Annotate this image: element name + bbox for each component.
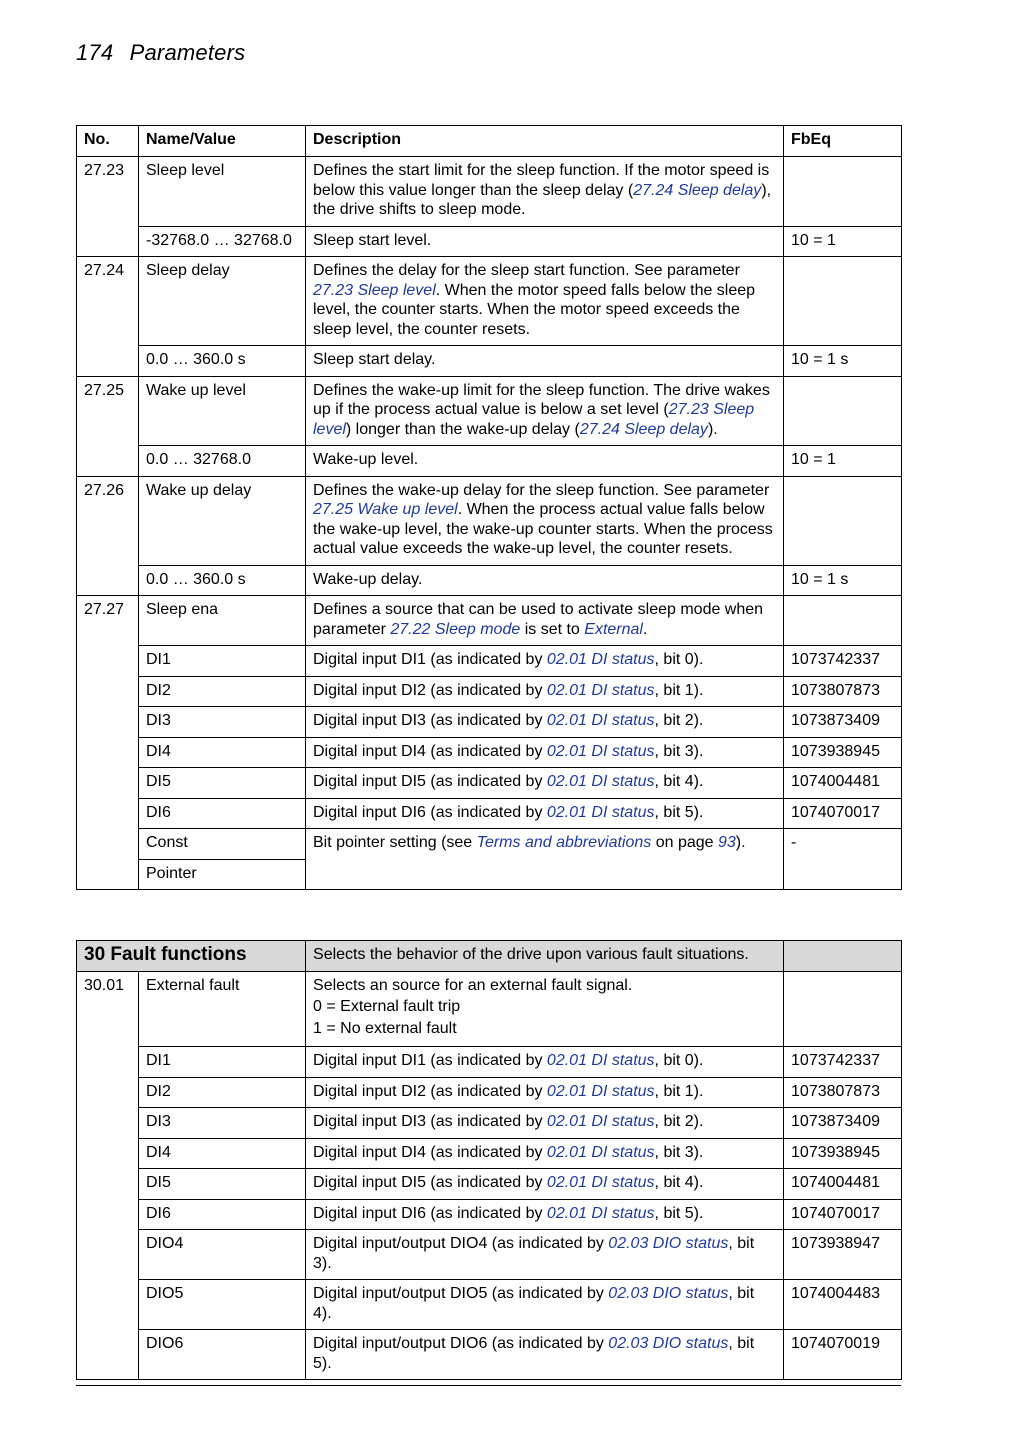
- param-no-empty: [77, 646, 139, 677]
- desc-text: Digital input/output DIO4 (as indicated by: [313, 1235, 609, 1252]
- value-description: [306, 1077, 784, 1108]
- value-fbeq: 10 = 1 s: [784, 346, 902, 377]
- header-name: Name/Value: [139, 126, 306, 157]
- desc-text: , bit 2).: [654, 1113, 704, 1130]
- param-link[interactable]: 02.01 DI status: [546, 742, 655, 760]
- param-no-empty: [77, 829, 139, 860]
- section-title: Parameters: [129, 40, 246, 65]
- header-description: Description: [306, 126, 784, 157]
- group-header-row: [77, 941, 902, 972]
- value-row: [77, 707, 902, 738]
- param-link[interactable]: 02.01 DI status: [546, 1204, 655, 1222]
- value-row: [77, 1108, 902, 1139]
- value-description: [306, 1230, 784, 1280]
- page-number: 174: [76, 40, 114, 65]
- desc-text: Digital input DI4 (as indicated by: [313, 1143, 547, 1161]
- value-row: [77, 1330, 902, 1380]
- value-name: 0.0 … 360.0 s: [139, 565, 306, 596]
- param-no-empty: [77, 1169, 139, 1200]
- value-name: DI5: [139, 768, 306, 799]
- value-fbeq: 10 = 1 s: [784, 565, 902, 596]
- value-row: [77, 646, 902, 677]
- desc-text: Digital input DI2 (as indicated by: [313, 1082, 547, 1100]
- desc-text: ).: [735, 834, 746, 851]
- param-link[interactable]: 02.01 DI status: [546, 1082, 655, 1100]
- desc-line: Selects an source for an external fault signal.: [313, 976, 633, 994]
- parameter-table-30: [76, 940, 902, 1380]
- value-description: [306, 1199, 784, 1230]
- param-no: 27.26: [77, 476, 139, 565]
- desc-text: Digital input DI1 (as indicated by: [313, 651, 547, 668]
- value-name: DI6: [139, 1199, 306, 1230]
- parameter-table-27: [76, 125, 902, 890]
- desc-text: Digital input/output DIO5 (as indicated by: [313, 1285, 609, 1302]
- param-link[interactable]: 02.01 DI status: [546, 712, 655, 729]
- param-link[interactable]: 02.01 DI status: [546, 1174, 655, 1191]
- value-fbeq: 1073938945: [784, 737, 902, 768]
- param-no-empty: [77, 1330, 139, 1380]
- value-name: DI3: [139, 707, 306, 738]
- value-description: [306, 1138, 784, 1169]
- desc-text: . When the process actual value falls below the wake-up level, the wake-up counter starts. When the process actual value exceeds the wake-up level, the counter resets.: [313, 501, 773, 557]
- group-fbeq: [784, 941, 902, 972]
- param-no-empty: [77, 798, 139, 829]
- value-name: DI5: [139, 1169, 306, 1200]
- desc-text: Digital input DI6 (as indicated by: [313, 803, 547, 821]
- value-row: [77, 1280, 902, 1330]
- param-no-empty: [77, 1108, 139, 1139]
- value-description: [306, 798, 784, 829]
- desc-text: , bit 0).: [654, 651, 704, 668]
- value-name: DI2: [139, 676, 306, 707]
- param-no-empty: [77, 859, 139, 890]
- param-no-empty: [77, 1138, 139, 1169]
- value-name: 0.0 … 32768.0: [139, 446, 306, 477]
- param-no: 27.23: [77, 157, 139, 227]
- value-name: Pointer: [139, 859, 306, 890]
- value-fbeq: 10 = 1: [784, 226, 902, 257]
- desc-text: , bit 1).: [654, 1082, 704, 1100]
- value-row: [77, 1169, 902, 1200]
- value-fbeq: 1073742337: [784, 646, 902, 677]
- param-row-2727: [77, 596, 902, 646]
- desc-text: , bit 0).: [654, 1052, 704, 1069]
- param-link[interactable]: 27.23 Sleep level: [313, 401, 755, 438]
- param-description: [306, 971, 784, 1047]
- param-description: [306, 157, 784, 227]
- desc-text: , bit 3).: [654, 1143, 704, 1161]
- table-header-row: [77, 126, 902, 157]
- value-fbeq: 1073873409: [784, 1108, 902, 1139]
- param-no-empty: [77, 707, 139, 738]
- param-description: [306, 596, 784, 646]
- desc-text: , bit 4).: [654, 1174, 704, 1191]
- desc-text: Digital input DI3 (as indicated by: [313, 1113, 547, 1130]
- value-row: [77, 1047, 902, 1078]
- param-link[interactable]: External: [584, 620, 643, 638]
- value-fbeq: 1073938947: [784, 1230, 902, 1280]
- param-description: [306, 476, 784, 565]
- desc-text: Digital input DI1 (as indicated by: [313, 1052, 547, 1069]
- param-no: 27.25: [77, 376, 139, 446]
- value-row: [77, 676, 902, 707]
- param-link[interactable]: 02.01 DI status: [546, 1143, 655, 1161]
- param-description: [306, 257, 784, 346]
- param-link[interactable]: Terms and abbreviations: [476, 834, 652, 851]
- param-link[interactable]: 27.25 Wake up level: [313, 501, 458, 518]
- param-link[interactable]: 02.01 DI status: [546, 1052, 655, 1069]
- value-fbeq: 1074070017: [784, 798, 902, 829]
- param-row-3001: [77, 971, 902, 1047]
- value-name: DIO4: [139, 1230, 306, 1280]
- value-row: [77, 1199, 902, 1230]
- value-row: [77, 1138, 902, 1169]
- value-description: Sleep start delay.: [306, 346, 784, 377]
- desc-text: ) longer than the wake-up delay (: [345, 420, 580, 438]
- param-link[interactable]: 02.01 DI status: [546, 1113, 655, 1130]
- param-description: [306, 376, 784, 446]
- group-description: Selects the behavior of the drive upon various fault situations.: [306, 941, 784, 972]
- desc-text: , bit 4).: [654, 773, 704, 790]
- desc-text: Digital input DI5 (as indicated by: [313, 773, 547, 790]
- param-no: 27.27: [77, 596, 139, 646]
- desc-text: is set to: [520, 620, 585, 638]
- param-no-empty: [77, 346, 139, 377]
- desc-text: Digital input DI4 (as indicated by: [313, 742, 547, 760]
- value-description: Wake-up delay.: [306, 565, 784, 596]
- page-header: [76, 40, 245, 66]
- param-no-empty: [77, 226, 139, 257]
- desc-text: , bit 1).: [654, 681, 704, 699]
- value-description: [306, 1108, 784, 1139]
- value-description: [306, 646, 784, 677]
- value-description: [306, 768, 784, 799]
- desc-text: Defines a source that can be used to activate sleep mode when parameter: [313, 601, 764, 638]
- value-row: [77, 1077, 902, 1108]
- desc-text: Defines the wake-up delay for the sleep function. See parameter: [313, 481, 770, 499]
- param-fbeq: [784, 257, 902, 346]
- value-row: [77, 829, 902, 860]
- param-fbeq: [784, 157, 902, 227]
- param-no-empty: [77, 1199, 139, 1230]
- value-fbeq: 1073807873: [784, 1077, 902, 1108]
- desc-text: Digital input DI2 (as indicated by: [313, 681, 547, 699]
- param-link[interactable]: 02.03 DIO status: [608, 1335, 729, 1352]
- param-link[interactable]: 27.24 Sleep delay: [579, 420, 708, 438]
- desc-text: .: [642, 620, 648, 638]
- value-description: [306, 1169, 784, 1200]
- value-description: [306, 1047, 784, 1078]
- value-description: [306, 676, 784, 707]
- param-no-empty: [77, 446, 139, 477]
- value-name: DI3: [139, 1108, 306, 1139]
- desc-text: Digital input DI5 (as indicated by: [313, 1174, 547, 1191]
- value-description: [306, 707, 784, 738]
- param-row-2725: [77, 376, 902, 446]
- desc-text: ), the drive shifts to sleep mode.: [313, 181, 772, 218]
- value-fbeq: 1073873409: [784, 707, 902, 738]
- desc-text: Digital input/output DIO6 (as indicated by: [313, 1335, 609, 1352]
- value-name: DIO5: [139, 1280, 306, 1330]
- param-fbeq: [784, 376, 902, 446]
- desc-text: Defines the delay for the sleep start function. See parameter: [313, 262, 740, 279]
- value-name: DI4: [139, 1138, 306, 1169]
- group-title: 30 Fault functions: [77, 941, 306, 972]
- value-fbeq: 1073807873: [784, 676, 902, 707]
- value-name: 0.0 … 360.0 s: [139, 346, 306, 377]
- desc-text: Defines the wake-up limit for the sleep function. The drive wakes up if the process actual value is below a set level (: [313, 381, 770, 418]
- value-name: DI1: [139, 646, 306, 677]
- value-fbeq: 1073938945: [784, 1138, 902, 1169]
- desc-text: , bit 4).: [313, 1285, 755, 1322]
- param-link[interactable]: 02.03 DIO status: [608, 1285, 729, 1302]
- desc-text: , bit 3).: [313, 1235, 755, 1272]
- param-fbeq: [784, 476, 902, 565]
- value-fbeq: -: [784, 829, 902, 890]
- value-description: Sleep start level.: [306, 226, 784, 257]
- desc-text: , bit 5).: [654, 803, 704, 821]
- value-description: [306, 1330, 784, 1380]
- param-no-empty: [77, 1280, 139, 1330]
- page-link[interactable]: 93: [718, 834, 736, 851]
- value-row: [77, 1230, 902, 1280]
- param-no-empty: [77, 1047, 139, 1078]
- param-link[interactable]: 02.03 DIO status: [608, 1235, 729, 1252]
- param-no-empty: [77, 676, 139, 707]
- desc-text: , bit 2).: [654, 712, 704, 729]
- param-name: Sleep delay: [139, 257, 306, 346]
- desc-text: , bit 5).: [654, 1204, 704, 1222]
- value-name: DI4: [139, 737, 306, 768]
- value-fbeq: 1073742337: [784, 1047, 902, 1078]
- param-name: External fault: [139, 971, 306, 1047]
- value-fbeq: 1074070017: [784, 1199, 902, 1230]
- param-name: Sleep ena: [139, 596, 306, 646]
- param-fbeq: [784, 971, 902, 1047]
- desc-text: on page: [651, 834, 718, 851]
- value-fbeq: 1074004481: [784, 1169, 902, 1200]
- param-link[interactable]: 02.01 DI status: [546, 773, 655, 790]
- param-no-empty: [77, 1077, 139, 1108]
- desc-text: , bit 5).: [313, 1335, 755, 1372]
- header-no: No.: [77, 126, 139, 157]
- param-no-empty: [77, 565, 139, 596]
- value-row: [77, 565, 902, 596]
- param-name: Wake up level: [139, 376, 306, 446]
- value-row: [77, 446, 902, 477]
- param-name: Wake up delay: [139, 476, 306, 565]
- footer-rule: [76, 1385, 901, 1386]
- param-link[interactable]: 02.01 DI status: [546, 651, 655, 668]
- param-name: Sleep level: [139, 157, 306, 227]
- desc-text: Digital input DI3 (as indicated by: [313, 712, 547, 729]
- value-name: DI1: [139, 1047, 306, 1078]
- param-no: 30.01: [77, 971, 139, 1047]
- param-link[interactable]: 27.22 Sleep mode: [390, 620, 521, 638]
- desc-text: Bit pointer setting (see: [313, 834, 477, 851]
- param-no-empty: [77, 737, 139, 768]
- value-description: Wake-up level.: [306, 446, 784, 477]
- param-no-empty: [77, 768, 139, 799]
- param-link[interactable]: 27.24 Sleep delay: [633, 181, 762, 199]
- param-link[interactable]: 02.01 DI status: [546, 803, 655, 821]
- value-fbeq: 1074070019: [784, 1330, 902, 1380]
- value-row: [77, 737, 902, 768]
- value-fbeq: 10 = 1: [784, 446, 902, 477]
- desc-text: , bit 3).: [654, 742, 704, 760]
- value-description: [306, 829, 784, 890]
- value-name: DIO6: [139, 1330, 306, 1380]
- value-name: DI6: [139, 798, 306, 829]
- param-no-empty: [77, 1230, 139, 1280]
- desc-text: Digital input DI6 (as indicated by: [313, 1204, 547, 1222]
- value-name: -32768.0 … 32768.0: [139, 226, 306, 257]
- param-row-2724: [77, 257, 902, 346]
- value-fbeq: 1074004481: [784, 768, 902, 799]
- param-row-2723: [77, 157, 902, 227]
- desc-line: 1 = No external fault: [313, 1019, 457, 1037]
- value-description: [306, 737, 784, 768]
- param-no: 27.24: [77, 257, 139, 346]
- value-fbeq: 1074004483: [784, 1280, 902, 1330]
- desc-text: ).: [707, 420, 718, 438]
- value-description: [306, 1280, 784, 1330]
- value-name: Const: [139, 829, 306, 860]
- value-name: DI2: [139, 1077, 306, 1108]
- desc-text: . When the motor speed falls below the sleep level, the counter starts. When the motor speed exceeds the sleep level, the counter resets.: [313, 281, 756, 338]
- desc-text: Defines the start limit for the sleep function. If the motor speed is below this value longer than the sleep delay (: [313, 162, 770, 199]
- value-row: [77, 768, 902, 799]
- param-link[interactable]: 27.23 Sleep level: [313, 281, 436, 299]
- value-row: [77, 798, 902, 829]
- header-fbeq: FbEq: [784, 126, 902, 157]
- param-row-2726: [77, 476, 902, 565]
- value-row: [77, 346, 902, 377]
- value-row: [77, 226, 902, 257]
- param-link[interactable]: 02.01 DI status: [546, 681, 655, 699]
- desc-line: 0 = External fault trip: [313, 998, 461, 1015]
- param-fbeq: [784, 596, 902, 646]
